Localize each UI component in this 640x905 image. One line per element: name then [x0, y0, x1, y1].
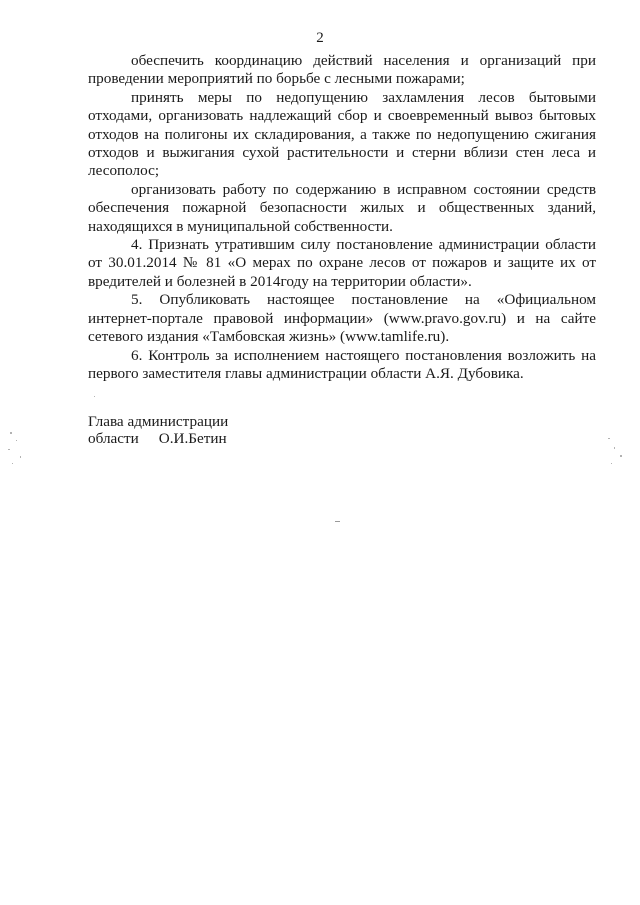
paragraph-waste-measures: принять меры по недопущению захламления лесов бытовыми отходами, организовать надлежащий сбор и своевременный вывоз бытовых отходов на полигоны их складирования, а также по недопущению сжигания отходов и выжигания сухой растительности и стерни вблизи стен леса и лесополос; [88, 88, 596, 180]
paragraph-repeal: 4. Признать утратившим силу постановление администрации области от 30.01.2014 № 81 «О мерах по охране лесов от пожаров и защите их от вредителей и болезней в 2014году на территории области». [88, 236, 596, 290]
signature-block [88, 413, 228, 447]
page-number: 2 [316, 30, 324, 46]
paragraph-control: 6. Контроль за исполнением настоящего постановления возложить на первого заместителя главы администрации области А.Я. Дубовика. [88, 346, 596, 382]
paragraph-publish: 5. Опубликовать настоящее постановление на «Официальном интернет-портале правовой информации» (www.pravo.gov.ru) и на сайте сетевого издания «Тамбовская жизнь» (www.tamlife.ru). [88, 291, 596, 346]
paragraph-fire-safety: организовать работу по содержанию в исправном состоянии средств обеспечения пожарной безопасности жилых и общественных зданий, находящихся в муниципальной собственности. [88, 180, 596, 235]
paragraph-coordination: обеспечить координацию действий населения и организаций при проведении мероприятий по борьбе с лесными пожарами; [88, 52, 596, 88]
signature-title-line1: Глава администрации [88, 413, 229, 430]
signature-name: О.И.Бетин [158, 430, 227, 447]
document-body [88, 52, 596, 383]
signature-title-line2: области [88, 430, 139, 447]
signature-line2 [88, 430, 228, 447]
